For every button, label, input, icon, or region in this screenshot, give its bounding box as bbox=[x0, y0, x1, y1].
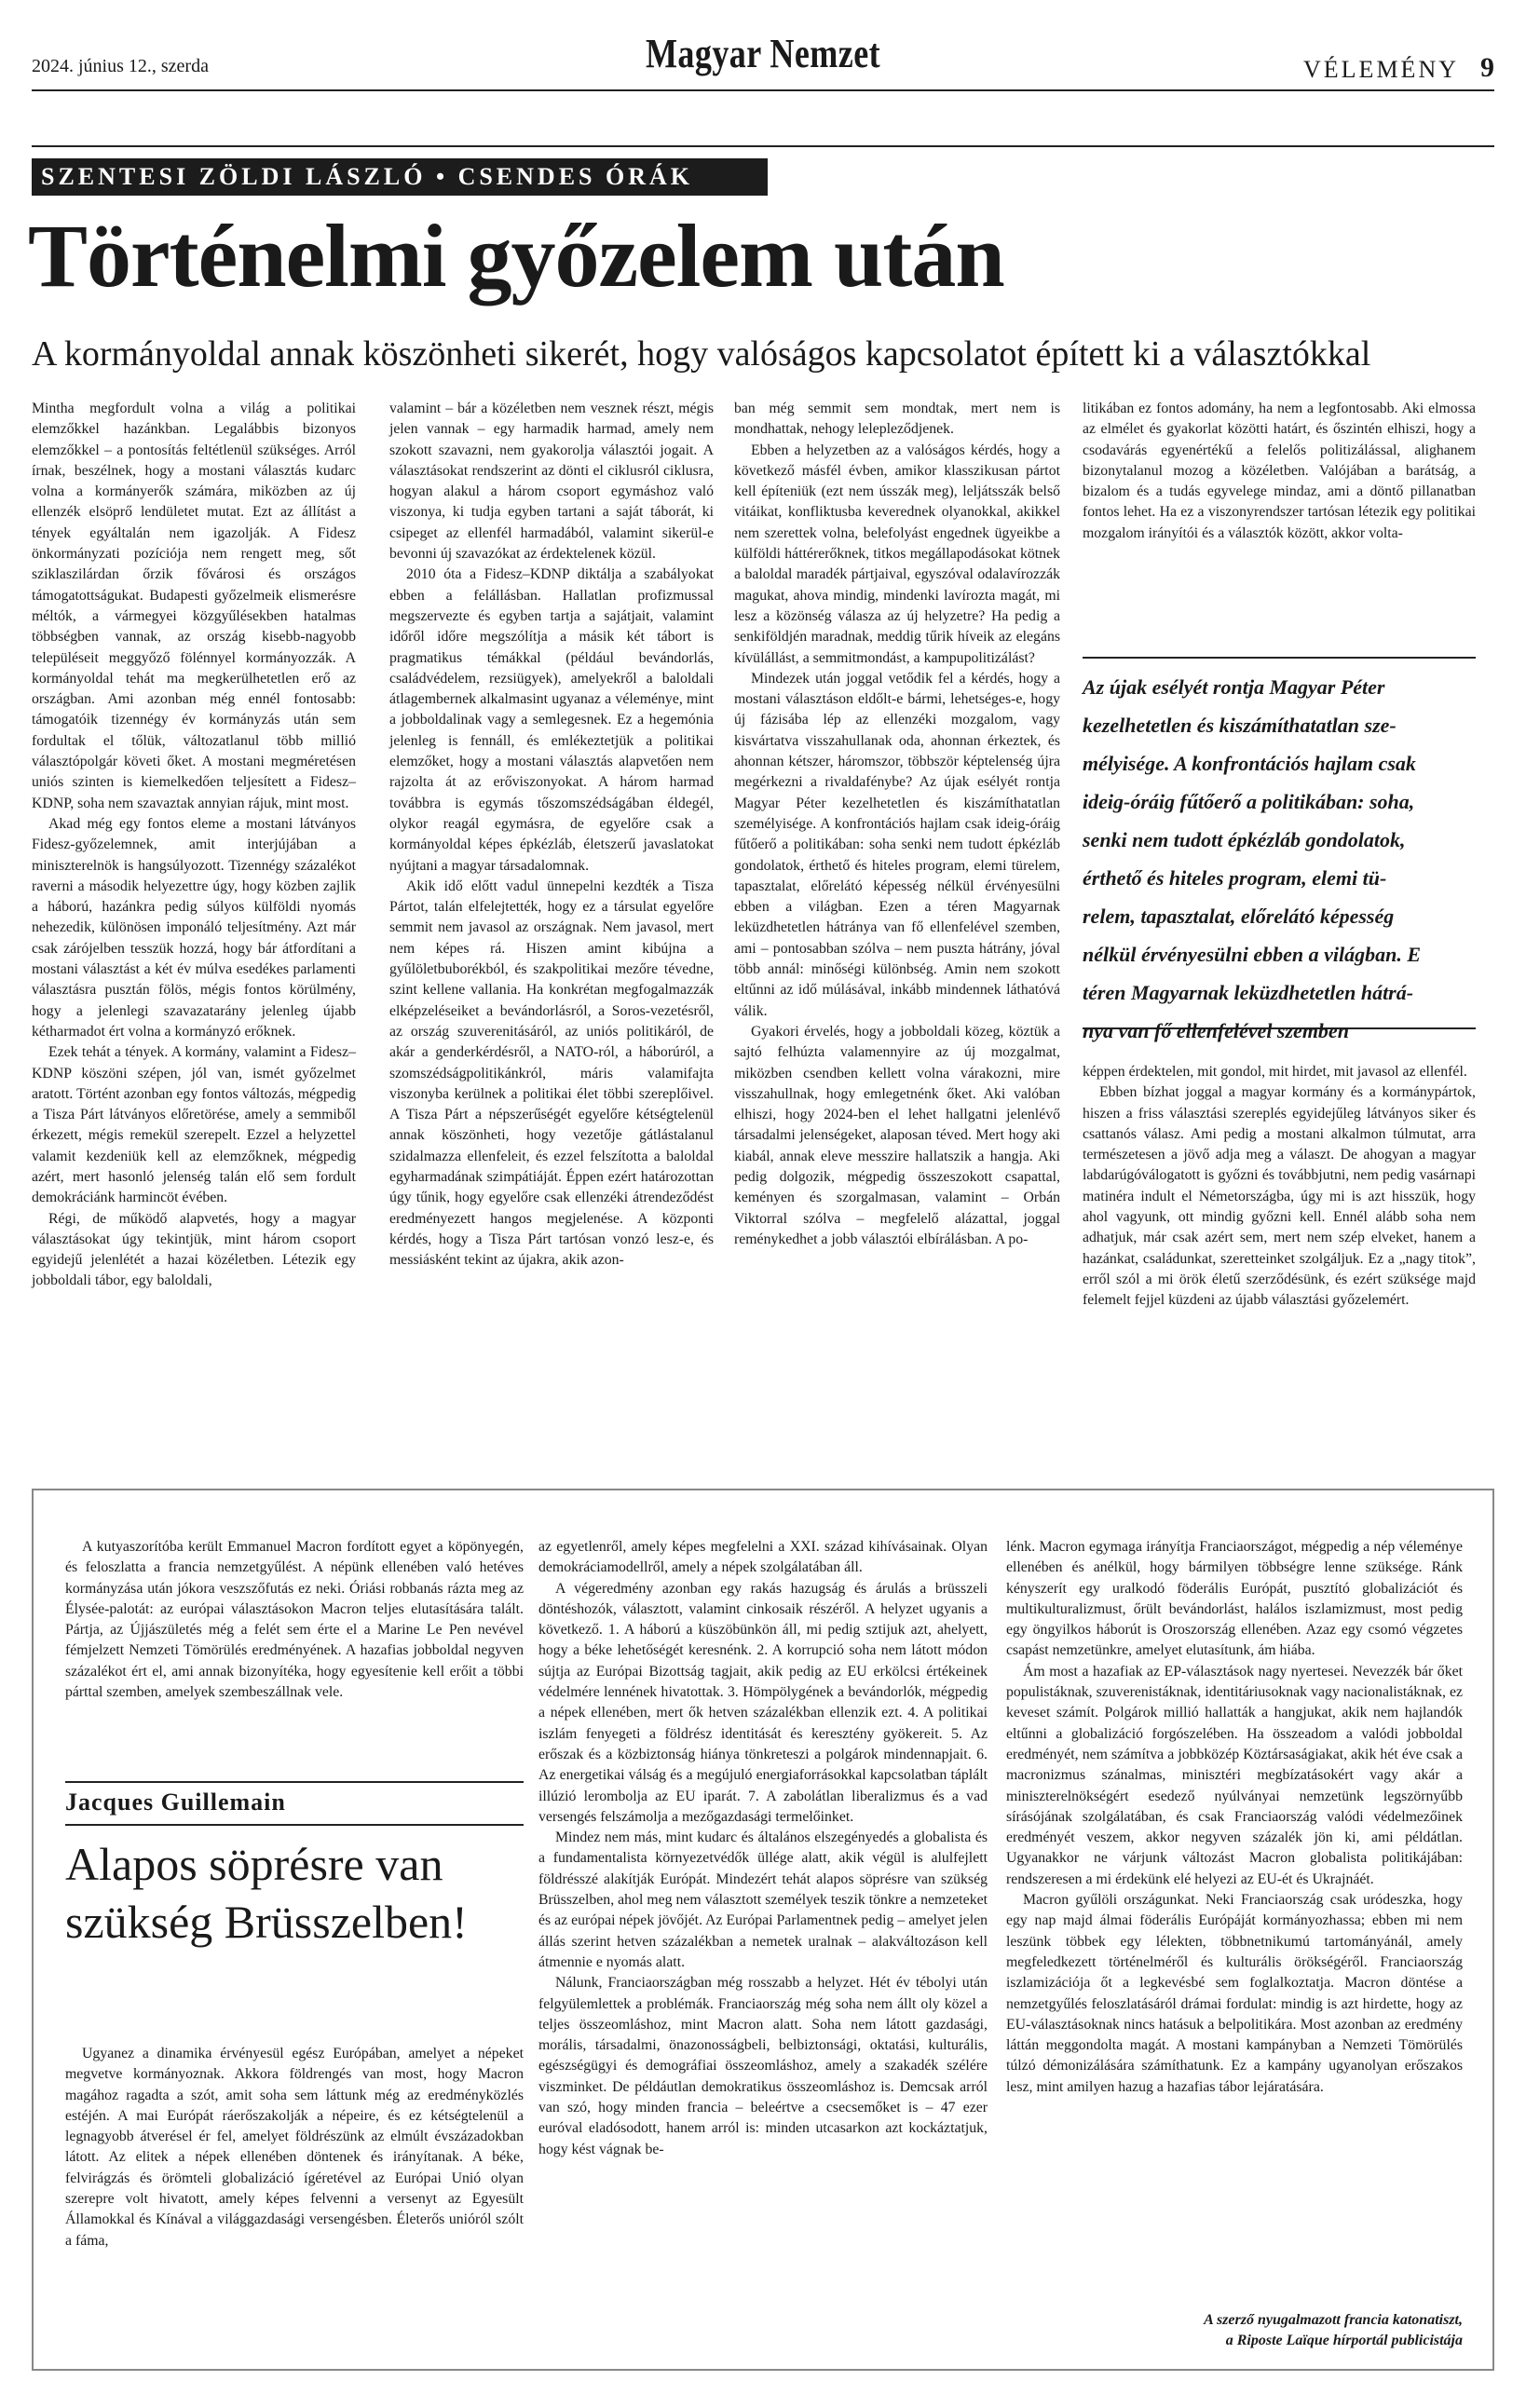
pull-quote-line: nya van fő ellenfelével szemben bbox=[1083, 1019, 1349, 1042]
article2-column-3 bbox=[1006, 1537, 1463, 2098]
author-credit bbox=[1006, 2310, 1463, 2351]
section-label: VÉLEMÉNY bbox=[1303, 56, 1459, 83]
header-rule-secondary bbox=[32, 145, 1494, 147]
paragraph: Akik idő előtt vadul ünnepelni kezdték a Tisza Pártot, talán elfelejtették, hogy ez a társulat egyelőre semmit nem javasol az országnak. Nem javasol, mert nem képes rá. Hiszen amint kibújna a gyűlöletbuborékból, és szakpolitikai mezőre tévedne, szint kellene vallania. Ha konkrétan megfogalmazzák elképzeléseiket a bevándorlásról, a Soros-vezetésről, az ország szuverenitásáról, az uniós politikáról, de akár a genderkérdésről, a NATO-ról, a háborúról, a szomszédságpolitikánkról, máris valamifajta viszonyba kerülnek a politikai élet többi szereplőivel. A Tisza Párt a népszerűségét egyelőre kétségtelenül annak köszönheti, hogy vezetője gátlástalanul szidalmazza ellenfeleit, és ezzel felszította a baloldal egyharmadának szimpátiáját. Éppen ezért határozottan úgy tűnik, hogy egyelőre csak ellenzéki átrendeződést eredményezett hangos megjelenése. A központi kérdés, hogy a Tisza Párt tartósan vonzó lesz-e, és messiásként tekint az újakra, akik azon- bbox=[389, 877, 714, 1269]
credit-line: a Riposte Laïque hírportál publicistája bbox=[1225, 2333, 1463, 2348]
paragraph: az egyetlenről, amely képes megfelelni a XXI. század kihívásainak. Olyan demokráciamodellről, amely a népek szolgálatában áll. bbox=[538, 1539, 988, 1576]
author-rule bbox=[65, 1824, 524, 1826]
article2-author: Jacques Guillemain bbox=[65, 1789, 286, 1816]
paragraph: lénk. Macron egymaga irányítja Franciaországot, mégpedig a nép véleménye ellenében és anélkül, hogy bármilyen többségre lenne szüksége. Ránk kényszerít egy uralkodó föderális Európát, pusztító globalizációt és multikulturalizmust, őrült bevándorlást, halálos iszlamizmust, most pedig egy öngyilkos háborút is Oroszország ellenében. Azaz egy csomó végzetes csapást nemzetünkre, amelyet elutasítunk, ám hiába. bbox=[1006, 1539, 1463, 1659]
article2-title: Alapos söprésre van szükség Brüsszelben! bbox=[65, 1838, 468, 1948]
paragraph: valamint – bár a közéletben nem vesznek részt, mégis jelen vannak – egy harmadik harmad, amely nem szokott szavazni, nem gyakorolja választói jogait. A választásokat rendszerint az dönti el ciklusról ciklusra, hogyan alakul a három csoport egymáshoz való viszonya, ki tudja egyben tartani a saját táborát, ki csipeget az ellenfél harmadából, valamint sikerül-e bevonni új szavazókat az érdektelenek közül. bbox=[389, 401, 714, 563]
article1-column-4-bottom bbox=[1083, 1062, 1476, 1312]
masthead-logo: Magyar Nemzet bbox=[645, 31, 881, 76]
paragraph: Mintha megfordult volna a világ a politikai elemzőkkel hazánkban. Legalábbis bizonyos elemzőkkel – a pontosítás feltétlenül szükséges. Arról írnak, beszélnek, hogy a mostani választás kudarc volna a kormányerők számára, miközben az új ellenzék elsöprő lendületet mutat. Ezt az állítást a tények egyáltalán nem igazolják. A Fidesz önkormányzati pozíciója nem rengett meg, sőt sziklaszilárdan őrzik fővárosi és országos támogatottságukat. Budapesti győzelmeik elismerésre méltók, a vármegyei közgyűlésekben hatalmas többségben vannak, az ország kisebb-nagyobb településeit meggyőző fölénnyel kormányozzák. A kormányoldal tehát ma megkerülhetetlen erő az országban. Ami azonban még ennél fontosabb: támogatóik tizennégy év kormányzás után sem fordultak el tőlük, változatlanul több millió választópolgár követi őket. A mostani megméretésen uniós szinten is kiemelkedően teljesített a Fidesz–KDNP, soha nem szavaztak annyian rájuk, mint most. bbox=[32, 401, 356, 811]
pull-quote-line: relem, tapasztalat, előrelátó képesség bbox=[1083, 905, 1395, 928]
paragraph: Mindez nem más, mint kudarc és általános elszegényedés a globalista és a fundamentalista környezetvédők üllége alatt, akik végül is alulfejlett földrésszé alakítják Európát. Mindezért tehát alapos söprésre van szükség Brüsszelben, ahol meg nem választott személyek teszik tönkre a nemzeteket és az európai népek jövőjét. Az Európai Parlamentnek pedig – amelyet jelen állás szerint hetven százalékban a nemetek uralnak – alakváltozáson kell átmennie e nyomás alatt. bbox=[538, 1830, 988, 1970]
page-header bbox=[32, 26, 1494, 82]
paragraph: Macron gyűlöli országunkat. Neki Franciaország csak uródeszka, hogy egy nap majd álmai föderális Európáját kormányozhassa; ebben mi nem leszünk többek egy lélekten, többnetnikumú tartományánál, amely megfeledkezett történelméről és kulturális örökségéről. Franciaország iszlamizációja őt a legkevésbé sem foglalkoztatja. Macron döntése a nemzetgyűlés feloszlatásáról drámai fordulat: mindig is azt hirdette, hogy az EU-választásoknak nincs hatásuk a belpolitikára. Most azonban az eredmény láttán meggondolta magát. A mostani kampányban a Nemzeti Tömörülés túlzó démonizálására számíthatunk. Ez a kampány ugyanolyan erőszakos lesz, mint amilyen hazug a hazafias tábor lejáratására. bbox=[1006, 1892, 1463, 2095]
paragraph: Ugyanez a dinamika érvényesül egész Európában, amelyet a népeket megvetve kormányoznak. Akkora földrengés van most, hogy Macron magához ragadta a szót, amit soha sem láttunk még az eredményközlés estéjén. A mai Európát ráerőszakolják a népeire, és ez kétségtelenül a legnagyobb átverésel ér fel, amelyet földrészünk az elmúlt évszázadokban látott. Az elitek a népek ellenében döntenek és irányítanak. A béke, felvirágzás és örömteli globalizáció ígéretével az Európai Unió olyan szerepre volt hivatott, amely képes felvenni a versenyt az Egyesült Államokkal és Kínával a világgazdasági versengésben. Életerős unióról szólt a fáma, bbox=[65, 2046, 524, 2249]
pull-quote-line: ideig-óráig fűtőerő a politikában: soha, bbox=[1083, 790, 1415, 813]
pull-quote-line: téren Magyarnak leküzdhetetlen hátrá- bbox=[1083, 981, 1414, 1004]
credit-line: A szerző nyugalmazott francia katonatiszt, bbox=[1204, 2312, 1463, 2328]
paragraph: Ám most a hazafiak az EP-választások nagy nyertesei. Nevezzék bár őket populistáknak, szuverenistáknak, identitáriusoknak vagy nacionalistáknak, ez keveset számít. Polgárok millió hallatták a hangjukat, akik nem hajlandók eltűnni a globalizáció forgószelében. Ha összeadom a valódi jobboldal eredményét, nem számítva a jobbközép Köztársaságiakat, akik hét éve csak a macronizmus szánalmas, minisztéri megbízatásokért vagy akár a miniszterelnökségért esedező nyúlványai nemzetünk legszörnyűbb sírásójának szolgálatában, és csak Franciaország valódi védelmezőinek eredményét veszem, akkor negyven százalék jön ki, ami példátlan. Ugyanakkor ne várjunk változást Macron globalista politikájában: rendszeresen a mi érdekünk elé helyezi az EU-ét és Ukrajnáét. bbox=[1006, 1663, 1463, 1887]
article-kicker: SZENTESI ZÖLDI LÁSZLÓ • CSENDES ÓRÁK bbox=[32, 158, 768, 196]
article1-column-2 bbox=[389, 399, 714, 1271]
paragraph: Régi, de működő alapvetés, hogy a magyar választásokat úgy tekintjük, mint három csoport egyidejű jelenlétét a hazai közéletben. Létezik egy jobboldali tábor, egy baloldali, bbox=[32, 1210, 356, 1289]
pull-quote-line: senki nem tudott épkézláb gondolatok, bbox=[1083, 828, 1406, 851]
article2-column-1-top bbox=[65, 1537, 524, 1703]
paragraph: Akad még egy fontos eleme a mostani látványos Fidesz-győzelemnek, amit interjújában a miniszterelnök is hangsúlyozott. Tizennégy százalékot raverni a második helyezettre úgy, hogy közben zajlik a háború, hazánkra pedig súlyos külföldi nyomás nehezedik, különösen imponáló teljesítmény. Azt már csak zárójelben tesszük hozzá, hogy bár átfordítani a mostani választást a két év múlva esedékes parlamenti választásra pusztán fölös, mégis fontos körülmény, hogy a jelenlegi szavazatarány jelenleg újabb kétharmadot ért volna a kormányzó erőknek. bbox=[32, 815, 356, 1040]
paragraph: Ezek tehát a tények. A kormány, valamint a Fidesz–KDNP köszöni szépen, jól van, ismét győzelmet aratott. Történt azonban egy fontos változás, mégpedig a Tisza Párt látványos előretörése, amely a semmiből érkezett, mégis remekül szerepelt. Ezzel a helyzettel valamit kezdeniük kell az elemzőknek, mégpedig azért, mert hasonló jelenség talán elő sem fordult demokráciánk harmincöt évében. bbox=[32, 1044, 356, 1206]
paragraph: 2010 óta a Fidesz–KDNP diktálja a szabályokat ebben a felállásban. Hallatlan profizmussal megszervezte és egyben tartja a sajátjait, valamint időről időre megszólítja a másik két tábort is pragmatikus témákkal (például bevándorlás, családvédelem, rezsiügyek), amelyekről a baloldali átlagembernek alkalmasint ugyanaz a véleménye, mint a jobboldalinak vagy a semlegesnek. Ez a hegemónia jelenleg is fennáll, és emlékeztetjük a politikai elemzőket, hogy a mostani választás alapvetően nem rajzolta át az erőviszonyokat. A három harmad továbbra is egymás tőszomszédságában éldegél, olykor reagál egymásra, de egyelőre csak a kormányoldal képes épkézláb, életszerű javaslatokat nyújtani a magyar társadalomnak. bbox=[389, 566, 714, 874]
paragraph: Gyakori érvelés, hogy a jobboldali közeg, köztük a sajtó felhúzta valamennyire az új mozgalmat, miközben csendben kellett volna várakozni, mire visszahullnak, hogy emlegetnénk őket. Aki valóban elhiszi, hogy 2024-ben el lehet hallgatni jelenlévő társadalmi jelenségeket, alaposan téved. Mert hogy aki kiabál, annak eleve messzire hallatszik a hangja. Aki pedig dolgozik, mégpedig összeszokott csapattal, keményen és szorgalmasan, valamint – Orbán Viktorral szólva – megfelelő alázattal, joggal reménykedhet a jobb választói elbírálásban. A po- bbox=[734, 1023, 1060, 1247]
pull-quote-line: Az újak esélyét rontja Magyar Péter bbox=[1083, 675, 1385, 699]
article2-column-1-bottom bbox=[65, 2044, 524, 2252]
header-rule bbox=[32, 89, 1494, 91]
paragraph: Mindezek után joggal vetődik fel a kérdés, hogy a mostani választáson eldőlt-e bármi, lehetséges-e, hogy új fázisába lép az ellenzéki mozgalom, vagy kisvártatva visszahullanak oda, ahonnan érkeztek, és ahonnan kétszer, háromszor, többször képtelenség újra megérkezni a rivaldafénybe? Az újak esélyét rontja Magyar Péter kezelhetetlen és kiszámíthatatlan személyisége. A konfrontációs hajlam csak ideig-óráig fűtőerő a politikában: soha senki nem tudott épkézláb gondolatok, érthető és hiteles program, elemi türelem, tapasztalat, előrelátó képesség nélkül érvényesülni ebben a világban. Ezen a téren Magyarnak leküzdhetetlen hátránya van fő ellenfelével szemben, ami – pontosabban szólva – nem puszta hátrány, jóval több annál: minőségi különbség. Amin nem szokott eltűnni az idő múlásával, inkább mindennek láthatóvá válik. bbox=[734, 670, 1060, 1019]
page-number: 9 bbox=[1480, 52, 1494, 83]
pull-quote-line: kezelhetetlen és kiszámíthatatlan sze- bbox=[1083, 714, 1397, 737]
pull-quote-line: érthető és hiteles program, elemi tü- bbox=[1083, 866, 1387, 890]
article2-column-2 bbox=[538, 1537, 988, 2160]
paragraph: litikában ez fontos adomány, ha nem a legfontosabb. Aki elmossa az elmélet és gyakorlat közötti határt, és őszintén elhiszi, hogy a csodavárás egyenértékű a felelős politizálással, alighanem bizonytalanul mozog a közéletben. Valójában a barátság, a bizalom és a tudás egyvelege mindaz, ami a döntő pillanatban fontos lehet. Ha ez a viszonyrendszer tartósan létezik egy politikai mozgalom irányítói és a választók között, akkor volta- bbox=[1083, 401, 1476, 541]
article-title: Történelmi győzelem után bbox=[28, 206, 1004, 306]
paragraph: A végeredmény azonban egy rakás hazugság és árulás a brüsszeli döntéshozók, választott, valamint cinkosaik részéről. A helyzet ugyanis a következő. 1. A háború a küszöbünkön áll, mi pedig sztijuk azt, ahelyett, hogy a béke lehetőségét keresnénk. 2. A korrupció soha nem látott módon sújtja az Európai Bizottság tagjait, akik pedig az EU erkölcsi értékeinek védelmére lennének hivatottak. 3. Hömpölygének a bevándorlók, mégpedig a népek ellenében, mert ők hetven százalékban ellenzik ezt. 4. A politikai iszlám fenyegeti a földrész identitását és keresztény gyökereit. 5. Az erőszak és a közbiztonság hiánya tönkreteszi a polgárok mindennapjait. 6. Az energetikai válság és a megújuló energiaforrásokkal kapcsolatban táplált illúzió lerombolja az EU iparát. 7. A zabolátlan liberalizmus és a vad versengés felszámolja a mezőgazdasági termelőinket. bbox=[538, 1580, 988, 1825]
article1-column-1 bbox=[32, 399, 356, 1292]
paragraph: Nálunk, Franciaországban még rosszabb a helyzet. Hét év tébolyi után felgyülemlettek a problémák. Franciaország még soha nem állt oly közel a teljes összeomláshoz, mint Macron alatt. Soha nem látott gazdasági, morális, társadalmi, önazonosságbeli, belbiztonsági, oktatási, kulturális, egészségügyi és demográfiai összeomláshoz, amely a szakadék szélére viszminket. De példáutlan demokratikus összeomláshoz is. Demcsak arról van szó, hogy minden francia – beleértve a csecsemőket is – 47 ezer euróval eladósodott, hanem arról is: minden utcasarkon azt kockáztatjuk, hogy kést vágnak be- bbox=[538, 1975, 988, 2157]
pull-quote-line: nélkül érvényesülni ebben a világban. E bbox=[1083, 943, 1421, 966]
paragraph: Ebben a helyzetben az a valóságos kérdés, hogy a következő másfél évben, amikor klasszikusan pártot kell építeniük (ezt nem ússzák meg), leljátsszák belső vitáikat, konfliktusba keverednek olyanokkal, akikkel nem szerettek volna, belefolyást engednek ügyeikbe a külföldi háttérerőknek, titkos megállapodásokat kötnek a baloldal maradék pártjaival, egyszóval odalavírozzák magukat, ahova mindig, mindenki lavírozta magát, mi lesz a közönség válasza az új helyzetre? Ha pedig a senkiföldjén maradnak, meddig tűrik híveik az elegáns kívülállást, a semmitmondást, a kampupolitizálást? bbox=[734, 442, 1060, 666]
paragraph: Ebben bízhat joggal a magyar kormány és a kormánypártok, hiszen a friss választási szereplés egyidejűleg látványos siker és csattanós válasz. Ami pedig a mostani alkalmon túlmutat, arra természetesen a jövő adja meg a választ. De ahogyan a magyar labdarúgóválogatott is győzni és továbbjutni, nem pedig vasárnapi matinéra indult el Németországba, úgy mi is azt hisszük, hogy ahol vagyunk, ott mindig győzni kell. Ennél alább soha nem adhatjuk, már csak azért sem, mert nem szép elveket, hanem a hazánkat, családunkat, szeretteinket szolgáljuk. Ez a „nagy titok”, erről szól a mi örök életű szerződésünk, és ezért szüksége majd felemelt fejjel küzdeni az újabb választási győzelemért. bbox=[1083, 1084, 1476, 1309]
article-subtitle: A kormányoldal annak köszönheti sikerét, hogy valóságos kapcsolatot épített ki a választókkal bbox=[32, 334, 1371, 374]
article1-column-4-top bbox=[1083, 399, 1476, 544]
pull-quote-line: mélyisége. A konfrontációs hajlam csak bbox=[1083, 752, 1416, 775]
issue-date: 2024. június 12., szerda bbox=[32, 56, 209, 76]
author-rule bbox=[65, 1781, 524, 1783]
pull-quote bbox=[1083, 657, 1476, 1042]
article1-column-3 bbox=[734, 399, 1060, 1250]
paragraph: A kutyaszorítóba került Emmanuel Macron fordított egyet a köpönyegén, és feloszlatta a francia nemzetgyűlést. A népünk ellenében való hetéves kormányzása után jókora veszszőfutás ez neki. Óriási robbanás rázta meg az Élysée-palotát: az európai választásokon Macron teljes elutasítására talált. Pártja, az Újjászületés még a felét sem érte el a Marine Le Pen nevével fémjelzett Nemzeti Tömörülés eredményének. A hazafias jobboldal negyven százalékot ért el, ami annak bizonyítéka, hogy egyesítenie kell erőit a többi párttal szemben, amelyek szembeszállnak vele. bbox=[65, 1539, 524, 1701]
paragraph: képpen érdektelen, mit gondol, mit hirdet, mit javasol az ellenfél. bbox=[1083, 1064, 1467, 1080]
paragraph: ban még semmit sem mondtak, mert nem is mondhattak, nehogy lelepleződjenek. bbox=[734, 401, 1060, 438]
